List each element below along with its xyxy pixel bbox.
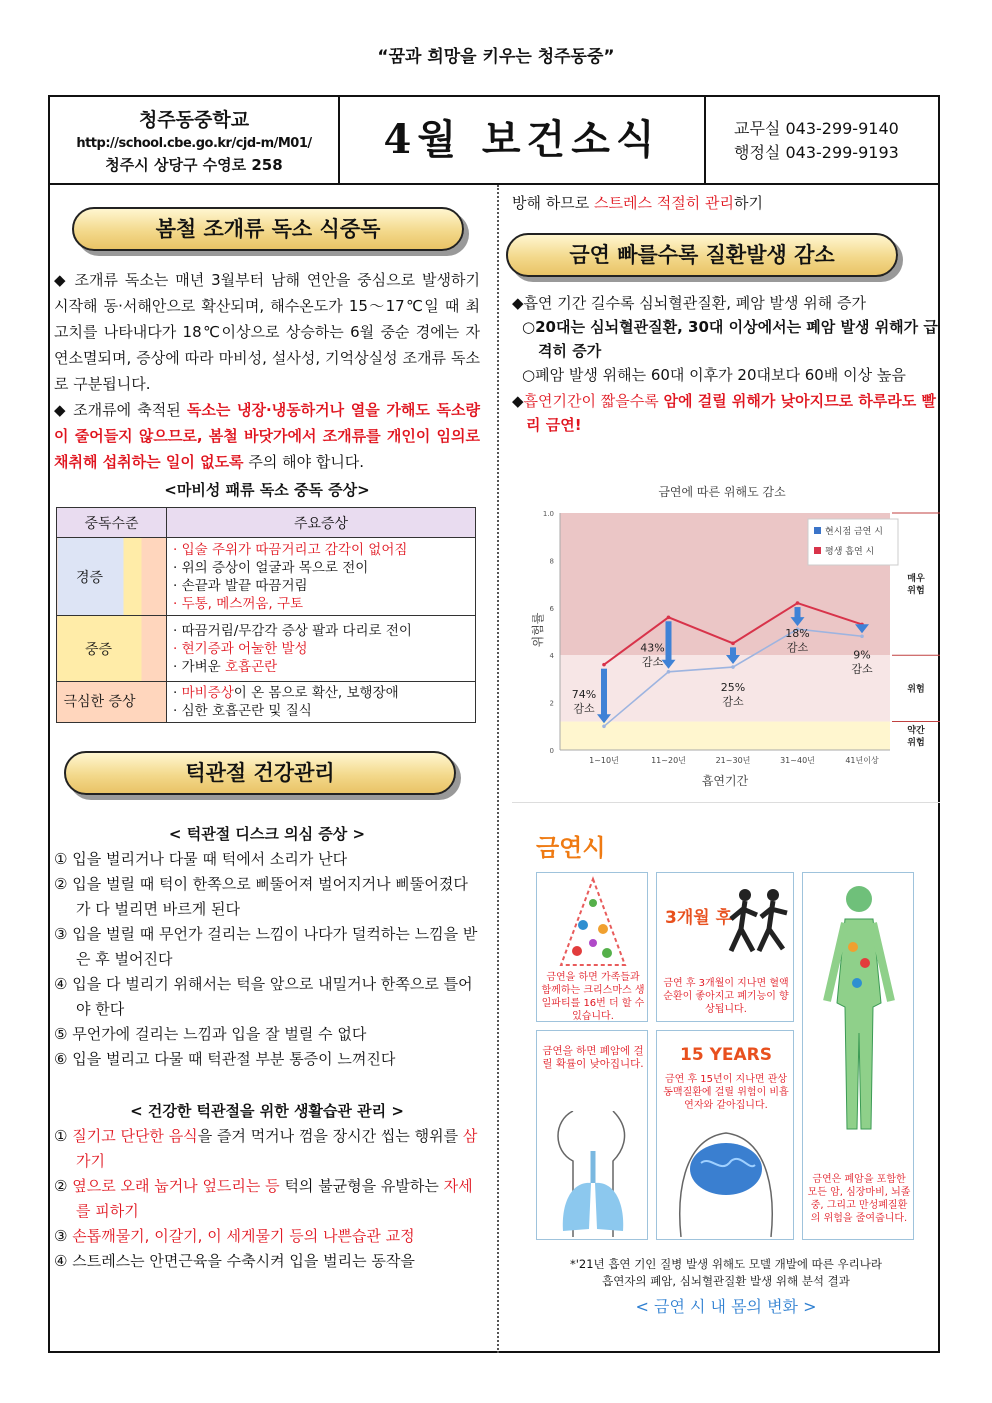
smoking-risk-chart: [512, 475, 940, 793]
quit-smoking-poster: [512, 802, 940, 1316]
section-title-smoking: 금연 빠를수록 질환발생 감소: [506, 233, 898, 277]
school-address: 청주시 상당구 수영로 258: [105, 156, 283, 174]
smoking-bullet-1: ◆흡연 기간 길수록 심뇌혈관질환, 폐암 발생 위해 증가: [512, 294, 866, 312]
poster-15years-label: 15 YEARS: [680, 1045, 772, 1065]
tmj-symptom-6: ⑥ 입을 벌리고 다물 때 턱관절 부분 통증이 느껴진다: [54, 1050, 396, 1068]
series-point-1: [731, 642, 735, 646]
risk-zone-label-part: 위험: [907, 586, 925, 597]
poster-caption: < 금연 시 내 몸의 변화 >: [635, 1297, 817, 1316]
section-title-shellfish: 봄철 조개류 독소 식중독: [72, 207, 464, 251]
lungs-icon: [543, 1111, 643, 1237]
table-header-symptoms: 주요증상: [167, 508, 476, 538]
shellfish-paragraph-1: ◆ 조개류 독소는 매년 3월부터 남해 연안을 중심으로 발생하기 시작해 동·서해안으로 확산되며, 해수온도가 15～17℃일 때 최고치를 나타내다가 18℃이상으로 상승하는 6월 중순 경에는 자연소멸되며, 증상에 따라 마비성, 설사성, 기억상실성 조개류 독소로 구분됩니다.: [54, 271, 480, 393]
phone-office: 교무실 043-299-9140: [734, 119, 899, 138]
poster-panel-15years: [656, 1030, 794, 1240]
poster-text-body: 금연은 폐암을 포함한 모든 암, 심장마비, 뇌졸중, 그리고 만성폐질환의 위험을 줄여줍니다.: [807, 1174, 911, 1224]
poster-separator: [512, 802, 940, 803]
reduction-label-part: 25%: [720, 681, 746, 695]
reduction-label-part: 감소: [573, 701, 595, 715]
y-tick-label: 4: [549, 652, 554, 661]
school-motto: “꿈과 희망을 키우는 청주동중”: [377, 47, 615, 67]
christmas-tree-icon: [537, 873, 649, 973]
y-axis-label: 위험률: [531, 612, 545, 648]
reduction-label-4: [851, 648, 873, 675]
tmj-symptoms-heading: < 턱관절 디스크 의심 증상 >: [168, 825, 366, 843]
risk-zone-label-1: [907, 682, 924, 694]
y-tick-label: 2: [549, 699, 554, 708]
reduction-label-part: 감소: [786, 641, 809, 655]
left-column: [54, 187, 480, 1274]
level-mild: 경증: [57, 538, 167, 616]
tmj-symptom-2: ② 입을 벌릴 때 턱이 한쪽으로 삐뚤어져 벌어지거나 삐뚤어졌다가 다 벌리면 바르게 된다: [54, 875, 468, 918]
poster-text-15years: 금연 후 15년이 지나면 관상동맥질환에 걸릴 위험이 비흡연자와 같아집니다.: [663, 1074, 789, 1111]
series-point-0: [860, 634, 864, 638]
y-tick-label: 0: [549, 747, 554, 755]
school-info: [50, 97, 340, 183]
poster-panel-3months: [656, 872, 794, 1022]
newsletter-header: [50, 97, 938, 185]
tmj-symptom-4: ④ 입을 다 벌리기 위해서는 턱을 앞으로 내밀거나 한쪽으로 틀어야 한다: [54, 975, 473, 1018]
reduction-arrow-shaft: [666, 621, 672, 661]
symptom-table-caption: <마비성 패류 독소 중독 증상>: [164, 481, 370, 499]
tmj-habit-4-continued: 방해 하므로 스트레스 적절히 관리하기: [512, 194, 763, 212]
x-tick-label: 11~20년: [651, 756, 686, 765]
brain-icon: [671, 1119, 781, 1237]
newsletter-title: 4월 보건소식: [340, 97, 706, 183]
reduction-label-2: [721, 681, 745, 708]
legend-label-smoke: 평생 흡연 시: [825, 547, 875, 557]
tmj-habit-2: ② 옆으로 오래 눕거나 엎드리는 등 턱의 불균형을 유발하는 자세를 피하기: [54, 1177, 473, 1220]
reduction-label-part: 감소: [851, 662, 873, 676]
y-tick-label: 1.0: [542, 510, 554, 518]
reduction-arrow-shaft: [601, 669, 607, 716]
risk-zone-label-part: 위험: [907, 684, 925, 695]
reduction-label-part: 43%: [640, 641, 665, 655]
chart-svg: [512, 475, 940, 793]
symptoms-mild: · 입술 주위가 따끔거리고 감각이 없어짐 · 위의 증상이 얼굴과 목으로 전이 · 손끝과 발끝 따끔거림 · 두통, 메스꺼움, 구토: [167, 538, 476, 616]
poster-panel-lungs: [536, 1030, 648, 1240]
column-divider: [497, 185, 499, 1353]
poster-panel-tree: [536, 872, 648, 1022]
poster-text-tree: 금연을 하면 가족들과 함께하는 크리스마스 생일파티를 16번 더 할 수 있습니다.: [541, 972, 645, 1022]
tmj-symptom-1: ① 입을 벌리거나 다물 때 턱에서 소리가 난다: [54, 850, 348, 868]
legend-box: [808, 519, 898, 565]
level-moderate: 중증: [57, 616, 167, 682]
poster-text-3months: 금연 후 3개월이 지나면 혈액순환이 좋아지고 폐기능이 향상됩니다.: [663, 978, 789, 1015]
y-tick-label: 8: [549, 557, 554, 566]
risk-zone-labels: [892, 513, 940, 748]
x-tick-label: 1~10년: [589, 756, 619, 765]
reduction-label-part: 감소: [722, 695, 744, 709]
phone-admin: 행정실 043-299-9193: [734, 143, 899, 162]
x-tick-label: 21~30년: [715, 756, 751, 765]
series-point-1: [796, 601, 800, 605]
school-name: 청주동중학교: [138, 109, 250, 131]
x-axis-label: 흡연기간: [701, 774, 749, 788]
contact-phones: [706, 97, 938, 183]
reduction-label-3: [785, 627, 809, 654]
reduction-arrow-shaft: [795, 607, 801, 618]
risk-zone-label-part: 매우: [907, 574, 925, 585]
risk-zone-label-part: 위험: [907, 737, 925, 748]
smoking-bullet-3: ○폐암 발생 위해는 60대 이후가 20대보다 60배 이상 높음: [522, 366, 906, 384]
series-point-0: [731, 665, 735, 669]
smoking-bullet-4: ◆흡연기간이 짧을수록 암에 걸릴 위해가 낮아지므로 하루라도 빨리 금연!: [512, 392, 936, 434]
reduction-label-part: 감소: [641, 655, 664, 669]
legend-swatch-quit: [814, 527, 821, 534]
tmj-habits-heading: < 건강한 턱관절을 위한 생활습관 관리 >: [130, 1102, 404, 1120]
reduction-label-part: 18%: [785, 627, 810, 641]
poster-source: *'21년 흡연 기인 질병 발생 위해도 모델 개발에 따른 우리나라 흡연자의 폐암, 심뇌혈관질환 발생 위해 분석 결과: [570, 1257, 882, 1288]
tmj-habit-1: ① 질기고 단단한 음식을 즐겨 먹거나 껌을 장시간 씹는 행위를 삼가기: [54, 1127, 478, 1170]
human-body-icon: [819, 883, 899, 1133]
shellfish-paragraph-2: ◆ 조개류에 축적된 독소는 냉장·냉동하거나 열을 가해도 독소량이 줄어들지 않으므로, 봄철 바닷가에서 조개류를 개인이 임의로 채취해 섭취하는 일이 없도록 주의 해야 합니다.: [54, 401, 480, 471]
legend-swatch-smoke: [814, 547, 821, 554]
poster-text-lungs: 금연을 하면 폐암에 걸릴 확률이 낮아집니다.: [542, 1045, 644, 1070]
tmj-symptom-5: ⑤ 무언가에 걸리는 느낌과 입을 잘 벌릴 수 없다: [54, 1025, 367, 1043]
reduction-label-part: 9%: [853, 648, 871, 662]
y-tick-label: 6: [549, 604, 554, 613]
right-column: [512, 187, 940, 1316]
symptoms-severe: · 마비증상이 온 몸으로 확산, 보행장애 · 심한 호흡곤란 및 질식: [167, 682, 476, 723]
risk-zone-label-2: [907, 724, 925, 748]
newsletter-frame: [48, 95, 940, 1353]
series-point-0: [667, 670, 671, 674]
x-tick-label: 41년이상: [845, 756, 879, 765]
symptoms-moderate: · 따끔거림/무감각 증상 팔과 다리로 전이 · 현기증과 어눌한 발성 · 가벼운 호흡곤란: [167, 616, 476, 682]
chart-legend: [808, 519, 898, 565]
poster-title: 금연시: [536, 834, 606, 862]
tmj-habit-4: ④ 스트레스는 안면근육을 수축시켜 입을 벌리는 동작을: [54, 1252, 415, 1270]
poster-panel-body: [802, 872, 914, 1240]
reduction-label-part: 74%: [571, 687, 597, 701]
reduction-label-0: [572, 688, 596, 715]
tmj-habit-3: ③ 손톱깨물기, 이갈기, 이 세게물기 등의 나쁜습관 교정: [54, 1227, 415, 1245]
chart-title: 금연에 따른 위해도 감소: [658, 485, 786, 499]
tmj-symptom-3: ③ 입을 벌릴 때 무언가 걸리는 느낌이 나다가 덜컥하는 느낌을 받은 후 벌어진다: [54, 925, 478, 968]
series-point-0: [602, 725, 606, 729]
series-point-1: [602, 663, 606, 667]
smoking-bullet-2: ○20대는 심뇌혈관질환, 30대 이상에서는 폐암 발생 위해가 급격히 증가: [522, 318, 938, 360]
reduction-label-1: [640, 641, 664, 668]
risk-zone-2: [560, 722, 890, 750]
risk-zone-label-0: [907, 572, 925, 596]
poster-3months-label: 3개월 후: [665, 908, 733, 928]
runners-icon: [727, 885, 791, 965]
series-point-1: [667, 615, 671, 619]
risk-zone-label-part: 약간: [907, 725, 925, 736]
reduction-arrow-shaft: [730, 647, 736, 656]
school-url[interactable]: http://school.cbe.go.kr/cjd-m/M01/: [76, 136, 312, 151]
level-severe: 극심한 증상: [57, 682, 167, 723]
section-title-tmj: 턱관절 건강관리: [64, 751, 456, 795]
table-header-level: 중독수준: [57, 508, 167, 538]
x-tick-labels: [589, 755, 879, 765]
x-tick-label: 31~40년: [780, 756, 815, 765]
symptom-table: [56, 507, 476, 723]
legend-label-quit: 현시점 금연 시: [825, 527, 883, 537]
